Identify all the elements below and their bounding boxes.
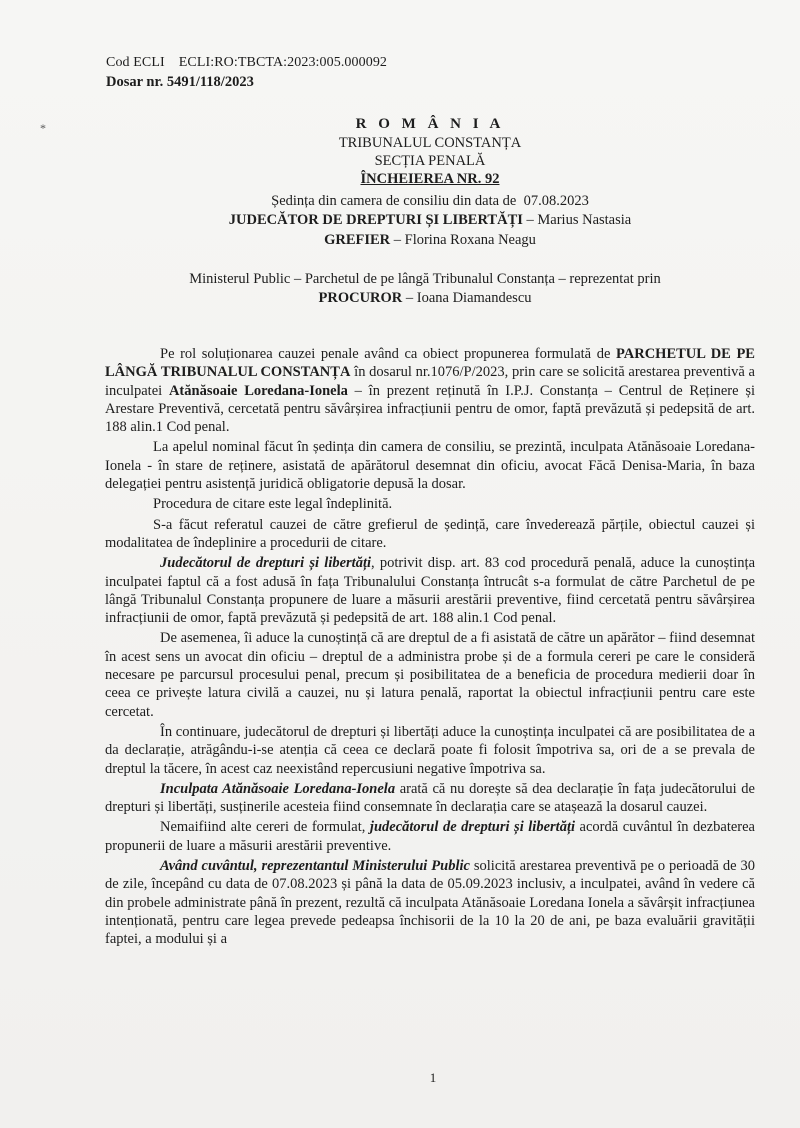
ministry-line: Ministerul Public – Parchetul de pe lângă Tribunalul Constanța – reprezentat prin bbox=[189, 271, 661, 287]
paragraph-defendant-statement bbox=[105, 780, 755, 817]
paragraph-declaration: În continuare, judecătorul de drepturi și libertăți aduce la cunoștința inculpatei că are posibilitatea de a da declarație, atrăgându-i-se atenția că ceea ce declară poate fi folosit împotriva sa, ori de a se prevala de dreptul la tăcere, în acest caz neexistând repercusiuni negative împotriva sa. bbox=[105, 723, 755, 777]
text-segment: – în prezent reținută în I.P.J. Constanța – Centrul de Reținere și Arestare Preventivă, cercetată pentru săvârșirea infracțiunii pentru de omor, faptă prevăzută și pedepsită de art. 188 alin.1 Cod penal. bbox=[105, 382, 755, 436]
judge-role: JUDECĂTOR DE DREPTURI ȘI LIBERTĂȚI bbox=[228, 212, 523, 228]
text-segment: , potrivit disp. art. 83 cod procedură penală, aduce la cunoștința inculpatei faptul că a fost adusă în fața Tribunalului Constanța întrucât s-a formulat de către Parchetul de pe lângă Tribunalul Constanța propunere de luare a măsurii arestării preventive, fiind cercetată pentru săvârșirea infracțiunii de omor, faptă prevăzută și pedepsită de art. 188 alin.1 Cod penal. bbox=[105, 555, 756, 627]
prosecutor-line bbox=[0, 290, 800, 307]
decision-title: ÎNCHEIEREA NR. 92 bbox=[360, 171, 500, 187]
prosecutor-role: PROCUROR bbox=[318, 290, 403, 306]
judge-reference: Judecătorul de drepturi și libertăți bbox=[160, 555, 372, 572]
case-number: Dosar nr. 5491/118/2023 bbox=[106, 74, 254, 90]
text-segment: Pe rol soluționarea cauzei penale având ca obiect propunerea formulată de bbox=[160, 346, 616, 362]
margin-mark: * bbox=[40, 121, 46, 135]
prosecutor-reference: Având cuvântul, reprezentantul Ministerului Public bbox=[160, 858, 470, 875]
paragraph-report: S-a făcut referatul cauzei de către grefierul de ședință, care învederează părțile, obiectul cauzei și modalitatea de îndeplinire a procedurii de citare. bbox=[105, 516, 755, 551]
ecli-code bbox=[106, 55, 387, 71]
paragraph-no-requests bbox=[105, 818, 755, 855]
clerk-name: – Florina Roxana Neagu bbox=[390, 232, 536, 248]
defendant-reference: Inculpata Atănăsoaie Loredana-Ionela bbox=[160, 780, 396, 797]
ecli-label: Cod ECLI bbox=[106, 55, 165, 70]
paragraph-prosecutor-request bbox=[105, 857, 755, 948]
paragraph-case-object bbox=[105, 345, 755, 436]
document-body bbox=[105, 345, 755, 951]
text-segment: Nemaifiind alte cereri de formulat, bbox=[160, 819, 370, 836]
prosecution-office-name: PARCHETUL DE PE LÂNGĂ TRIBUNALUL CONSTANȚA bbox=[105, 346, 755, 381]
country-heading: R O M Â N I A bbox=[355, 116, 505, 132]
paragraph-procedure: Procedura de citare este legal îndeplinită. bbox=[153, 496, 393, 513]
session-text: Ședința din camera de consiliu din data de bbox=[271, 193, 517, 209]
page-number: 1 bbox=[429, 1070, 437, 1085]
text-segment: arată că nu dorește să dea declarație în fața judecătorului de drepturi și libertăți, susținerile acesteia fiind consemnate în declarația care se atașează la dosarul cauzei. bbox=[105, 780, 755, 816]
paragraph-roll-call: La apelul nominal făcut în ședința din camera de consiliu, se prezintă, inculpata Atănăsoaie Loredana-Ionela - în stare de reținere, asistată de apărătorul desemnat din oficiu, avocat Făcă Denisa-Maria, în baza delegației pentru asistență juridică obligatorie depusă la dosar. bbox=[105, 439, 755, 493]
clerk-line bbox=[0, 232, 800, 249]
text-segment: solicită arestarea preventivă pe o perioadă de 30 de zile, începând cu data de 07.08.2023 și până la data de 05.09.2023 inclusiv, a inculpatei, având în vedere că din probele administrate până în prezent, rezultă că inculpata Atănăsoaie Loredana Ionela a săvârșit infracțiunea intenționată, pentru care legea prevede pedeapsa închisorii de la 10 la 20 de ani, pe baza evaluării gravității faptei, a modului și a bbox=[105, 858, 755, 948]
judge-reference: judecătorul de drepturi și libertăți bbox=[369, 819, 575, 836]
text-segment: acordă cuvântul în dezbaterea propunerii de luare a măsurii arestării preventive. bbox=[105, 819, 755, 854]
paragraph-judge-notice bbox=[105, 554, 755, 627]
court-name: TRIBUNALUL CONSTANȚA bbox=[338, 135, 522, 151]
court-section: SECȚIA PENALĂ bbox=[374, 153, 486, 169]
prosecutor-name: – Ioana Diamandescu bbox=[402, 290, 532, 306]
paragraph-rights: De asemenea, îi aduce la cunoștință că are dreptul de a fi asistată de către un apărător – fiind desemnat în acest sens un avocat din oficiu – dreptul de a administra probe și de a formula cereri pe care le consideră necesare pe parcursul procesului penal, precum și posibilitatea de a beneficia de procedura medierii doar în ceea ce privește latura civilă a cauzei, nu și latura penală, raportat la obiectul infracțiunii pentru care este cercetat. bbox=[105, 630, 755, 720]
ecli-value: ECLI:RO:TBCTA:2023:005.000092 bbox=[178, 55, 388, 70]
judge-name: – Marius Nastasia bbox=[522, 212, 632, 228]
session-date: 07.08.2023 bbox=[523, 193, 589, 209]
session-line bbox=[0, 193, 800, 210]
judge-line bbox=[0, 212, 800, 229]
defendant-name: Atănăsoaie Loredana-Ionela bbox=[168, 382, 348, 399]
clerk-role: GREFIER bbox=[324, 232, 391, 248]
text-segment: în dosarul nr.1076/P/2023, prin care se solicită arestarea preventivă a inculpatei bbox=[105, 364, 755, 399]
